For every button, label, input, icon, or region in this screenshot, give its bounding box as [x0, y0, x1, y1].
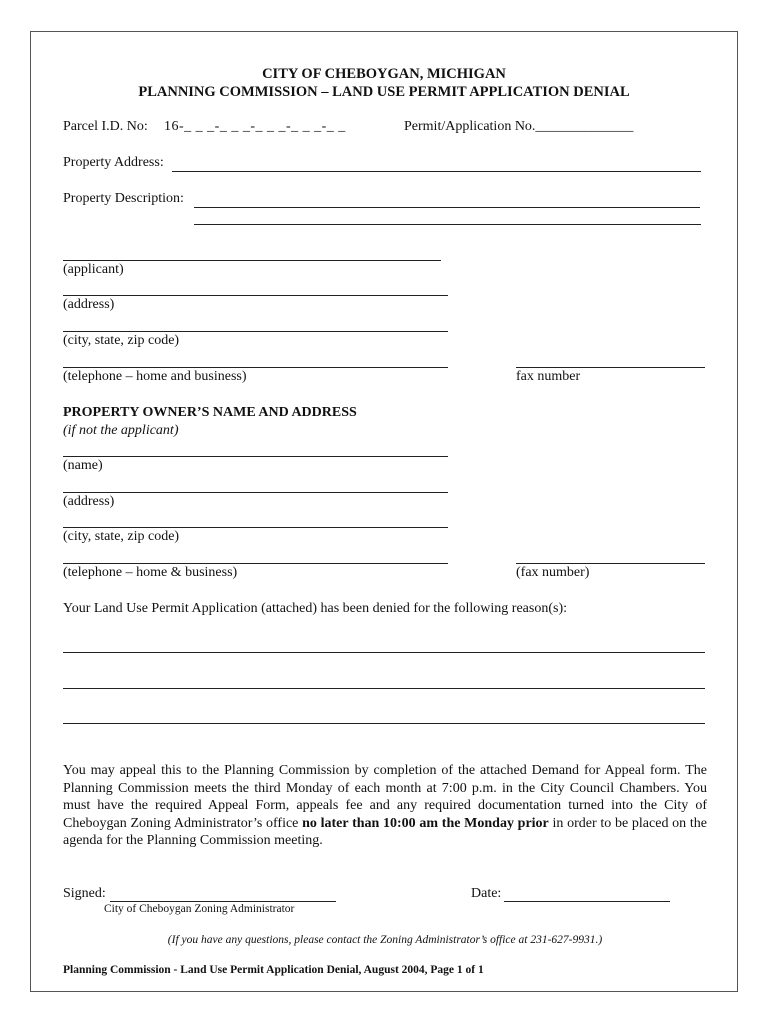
applicant-line[interactable] [63, 260, 441, 261]
page-footer: Planning Commission - Land Use Permit Application Denial, August 2004, Page 1 of 1 [63, 964, 484, 976]
date-line[interactable] [504, 901, 670, 902]
applicant-city-caption: (city, state, zip code) [63, 333, 180, 348]
applicant-caption: (applicant) [63, 262, 124, 277]
owner-address-line[interactable] [63, 492, 448, 493]
property-address-label: Property Address: [63, 155, 164, 170]
owner-name-caption: (name) [63, 458, 103, 473]
denial-reason-line-3[interactable] [63, 723, 705, 724]
property-description-label: Property Description: [63, 191, 184, 206]
parcel-id-label: Parcel I.D. No: [63, 119, 148, 134]
applicant-address-line[interactable] [63, 295, 448, 296]
owner-name-line[interactable] [63, 456, 448, 457]
applicant-fax-line[interactable] [516, 367, 705, 368]
property-description-line-2[interactable] [194, 224, 701, 225]
owner-heading: PROPERTY OWNER’S NAME AND ADDRESS [63, 405, 357, 420]
owner-subheading: (if not the applicant) [63, 423, 179, 438]
applicant-address-caption: (address) [63, 297, 115, 312]
appeal-text-1: You may appeal this to the Planning Commission by completion of the attached Demand for Appeal form. The Planning Commission meets the third Monday of each month at 7:00 p.m. in the City Council Chambers. You must have the required Appeal Form, appeals fee and any required documentation turned into the City of Cheboygan Zoning Administrator’s office [63, 763, 707, 831]
contact-note: (If you have any questions, please contact the Zoning Administrator’s office at 231-627-9931.) [167, 934, 603, 946]
applicant-telephone-line[interactable] [63, 367, 448, 368]
denial-reason-line-1[interactable] [63, 652, 705, 653]
applicant-telephone-caption: (telephone – home and business) [63, 369, 247, 384]
parcel-id-field[interactable]: 16-_ _ _-_ _ _-_ _ _-_ _ _-_ _ [164, 119, 346, 134]
owner-fax-caption: (fax number) [516, 565, 590, 580]
owner-city-caption: (city, state, zip code) [63, 529, 180, 544]
date-label: Date: [471, 886, 502, 901]
permit-application-number-field[interactable]: Permit/Application No.______________ [404, 119, 634, 134]
applicant-fax-caption: fax number [516, 369, 581, 384]
signer-title: City of Cheboygan Zoning Administrator [104, 903, 295, 915]
owner-city-line[interactable] [63, 527, 448, 528]
form-title: PLANNING COMMISSION – LAND USE PERMIT APPLICATION DENIAL [138, 84, 630, 100]
property-description-line-1[interactable] [194, 207, 700, 208]
owner-telephone-line[interactable] [63, 563, 448, 564]
denial-reason-line-2[interactable] [63, 688, 705, 689]
city-heading: CITY OF CHEBOYGAN, MICHIGAN [262, 66, 506, 82]
appeal-deadline: no later than 10:00 am the Monday prior [302, 815, 549, 831]
appeal-paragraph [63, 762, 707, 850]
appeal-text-2: in order to be placed on the agenda for the Planning Commission meeting. [63, 815, 707, 849]
owner-fax-line[interactable] [516, 563, 705, 564]
owner-telephone-caption: (telephone – home & business) [63, 565, 238, 580]
signature-line[interactable] [110, 901, 336, 902]
property-address-line[interactable] [172, 171, 701, 172]
applicant-city-line[interactable] [63, 331, 448, 332]
denial-statement: Your Land Use Permit Application (attached) has been denied for the following reason(s): [63, 601, 567, 616]
owner-address-caption: (address) [63, 494, 115, 509]
signed-label: Signed: [63, 886, 106, 901]
